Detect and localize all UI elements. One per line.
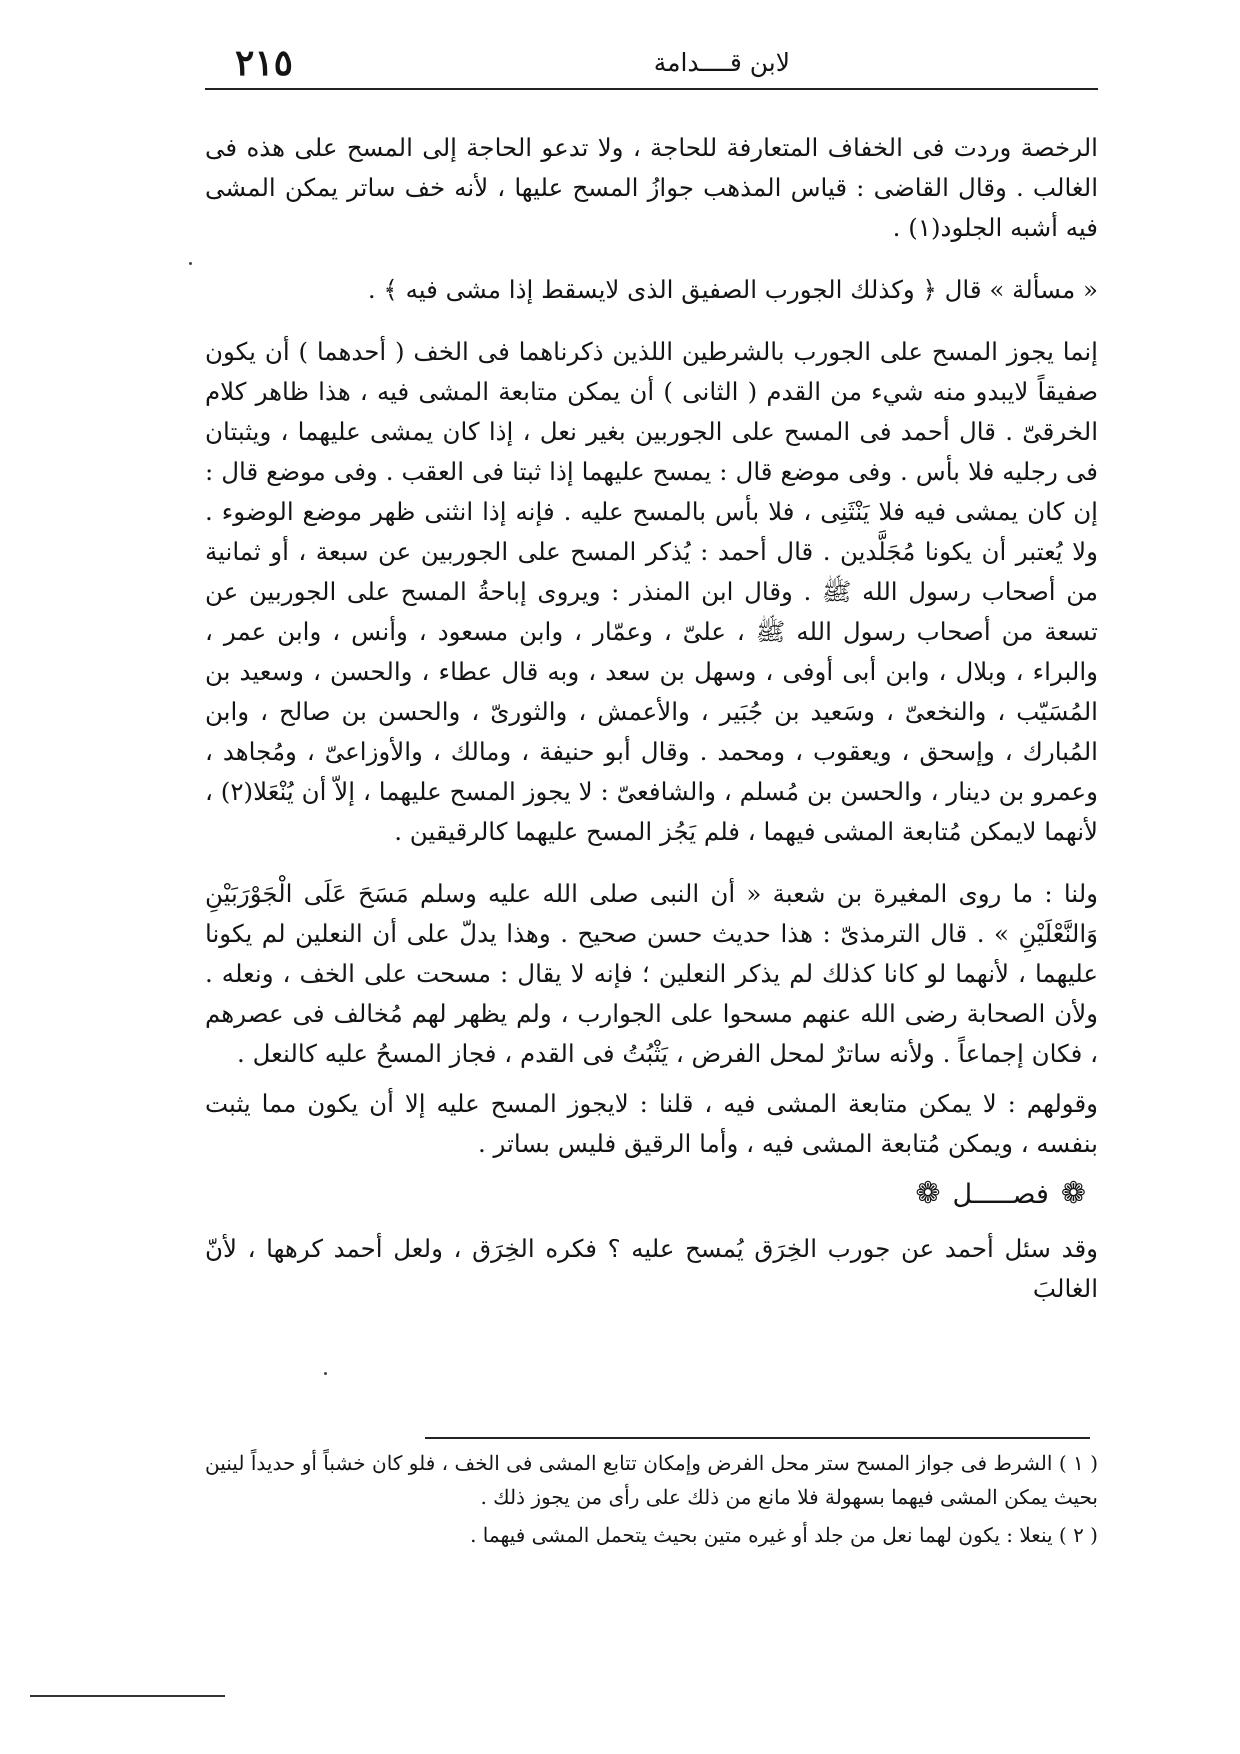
main-text (205, 128, 1098, 1331)
paragraph-2: إنما يجوز المسح على الجورب بالشرطين اللذين ذكرناهما فى الخف ( أحدهما ) أن يكون صفيقاً لايبدو منه شيء من القدم ( الثانى ) أن يمكن متابعة المشى فيه ، هذا ظاهر كلام الخرقىّ . قال أحمد فى المسح على الجوربين بغير نعل ، إذا كان يمشى عليهما ، ويثبتان فى رجليه فلا بأس . وفى موضع قال : يمسح عليهما إذا ثبتا فى العقب . وفى موضع قال : إن كان يمشى فيه فلا يَنْثَنِى ، فلا بأس بالمسح عليه . فإنه إذا انثنى ظهر موضع الوضوء . ولا يُعتبر أن يكونا مُجَلَّدين . قال أحمد : يُذكر المسح على الجوربين عن سبعة ، أو ثمانية من أصحاب رسول الله ﷺ . وقال ابن المنذر : ويروى إباحةُ المسح على الجوربين عن تسعة من أصحاب رسول الله ﷺ ، علىّ ، وعمّار ، وابن مسعود ، وأنس ، وابن عمر ، والبراء ، وبلال ، وابن أبى أوفى ، وسهل بن سعد ، وبه قال عطاء ، والحسن ، وسعيد بن المُسَيّب ، والنخعىّ ، وسَعيد بن جُبَير ، والأعمش ، والثورىّ ، والحسن بن صالح ، وابن المُبارك ، وإسحق ، ويعقوب ، ومحمد . وقال أبو حنيفة ، ومالك ، والأوزاعىّ ، ومُجاهد ، وعمرو بن دينار ، والحسن بن مُسلم ، والشافعىّ : لا يجوز المسح عليهما ، إلاّ أن يُنْعَلا(٢) ، لأنهما لايمكن مُتابعة المشى فيهما ، فلم يَجُز المسح عليهما كالرقيقين . (205, 337, 1098, 846)
footnotes (205, 1446, 1098, 1556)
section-heading (205, 1174, 1098, 1215)
ornament-icon: ❁ (1060, 1176, 1086, 1211)
paragraph-3: ولنا : ما روى المغيرة بن شعبة « أن النبى صلى الله عليه وسلم مَسَحَ عَلَى الْجَوْرَبَيْنِ وَالنَّعْلَيْنِ » . قال الترمذىّ : هذا حديث حسن صحيح . وهذا يدلّ على أن النعلين لم يكونا عليهما ، لأنهما لو كانا كذلك لم يذكر النعلين ؛ فإنه لا يقال : مسحت على الخف ، ونعله . ولأن الصحابة رضى الله عنهم مسحوا على الجوارب ، ولم يظهر لهم مُخالف فى عصرهم ، فكان إجماعاً . ولأنه ساترٌ لمحل الفرض ، يَثْبُتُ فى القدم ، فجاز المسحُ عليه كالنعل . (205, 879, 1098, 1068)
section-heading-text: فصـــــل (952, 1179, 1049, 1210)
speck (189, 262, 192, 265)
masala-heading: « مسألة » قال ﴿ وكذلك الجورب الصفيق الذى لايسقط إذا مشى فيه ﴾ . (367, 275, 1098, 304)
header-divider (205, 88, 1098, 90)
section-paragraph: وقد سئل أحمد عن جورب الخِرَق يُمسح عليه ؟ فكره الخِرَق ، ولعل أحمد كرهها ، لأنّ الغالبَ (205, 1234, 1098, 1303)
paragraph-4: وقولهم : لا يمكن متابعة المشى فيه ، قلنا : لايجوز المسح عليه إلا أن يكون مما يثبت بنفسه ، ويمكن مُتابعة المشى فيه ، وأما الرقيق فليس بساتر . (205, 1089, 1098, 1158)
ornament-icon: ❁ (915, 1176, 941, 1211)
page-header (205, 42, 1090, 90)
footnote-1: ( ١ ) الشرط فى جواز المسح ستر محل الفرض وإمكان تتابع المشى فى الخف ، فلو كان خشباً أو حديداً لينين بحيث يمكن المشى فيهما بسهولة فلا مانع من ذلك على رأى من يجوز ذلك . (205, 1451, 1098, 1509)
footnote-divider (425, 1437, 1090, 1439)
bottom-divider (30, 1695, 225, 1697)
footnote-2: ( ٢ ) ينعلا : يكون لهما نعل من جلد أو غيره متين بحيث يتحمل المشى فيهما . (470, 1523, 1098, 1547)
running-title: لابن قــــدامة (653, 48, 790, 77)
page-number: ٢١٥ (235, 42, 294, 84)
speck (324, 1372, 327, 1375)
paragraph-1: الرخصة وردت فى الخفاف المتعارفة للحاجة ، ولا تدعو الحاجة إلى المسح على هذه فى الغالب . وقال القاضى : قياس المذهب جوازُ المسح عليها ، لأنه خف ساتر يمكن المشى فيه أشبه الجلود(١) . (205, 133, 1098, 242)
